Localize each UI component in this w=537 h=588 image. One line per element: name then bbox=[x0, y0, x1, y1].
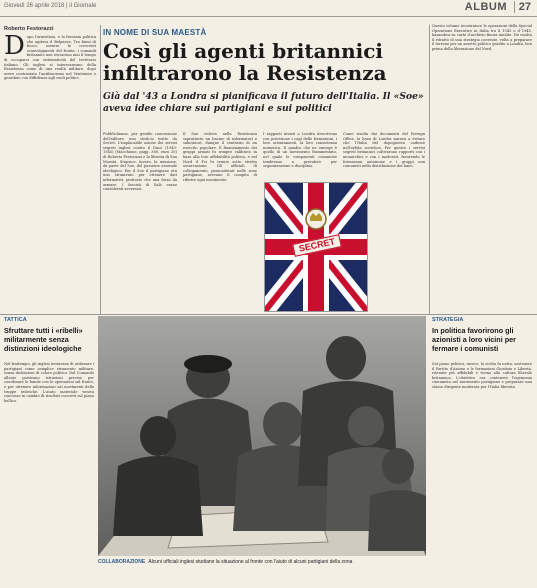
section-label: ALBUM bbox=[464, 1, 507, 13]
article-column bbox=[183, 132, 257, 183]
column-text: Pubblichiamo, per gentile concessione dell'editore, uno stralcio tratto da Secret. L'implacabile azione dei servizi segreti inglesi contro il Duce (1943-1945) (Macchione, pagg. 300, euro 20) di Roberto Festorazzi e la libreria di Sua Maestà. Stupisce, invero, la missione, da parte del Soe, del possente arsenale ideologico. Per il Soe il partigiano era uno strumento per ottenere dati informativi, piuttosto che una forza da armare. I fascisti di Salò erano considerati avversari. bbox=[103, 132, 177, 192]
column-text: I rapporti inviati a Londra descrivono con precisione i capi delle formazioni, i loro orientamenti, la loro consistenza numerica. Il quadro che ne emerge è quello di un movimento frammentato, nel quale le componenti comuniste tendevano a prevalere per organizzazione e disciplina. bbox=[263, 132, 337, 169]
sidebar-title: In politica favorirono gli azionisti a loro vicini per fermare i comunisti bbox=[432, 326, 516, 353]
section-divider bbox=[0, 314, 537, 315]
sidebar-tag: TATTICA bbox=[4, 317, 27, 323]
headline: Così gli agenti britannici infiltrarono la Resistenza bbox=[103, 39, 387, 85]
author-byline: Roberto Festorazzi bbox=[4, 26, 54, 32]
sidebar-text: Nel frattempo, gli inglesi tentavano di utilizzare i partigiani come semplice strumento militare, senza distinzioni di colore politico. Dal Comando alleato partivano istruzioni precise per coordinare le bande con le operazioni sul fronte, e per ottenere informazioni sui movimenti delle truppe tedesche. L'aiuto materiale veniva concesso in cambio di risultati concreti sul piano bellico. bbox=[4, 362, 94, 403]
lead-column bbox=[4, 31, 96, 81]
kicker: IN NOME DI SUA MAESTÀ bbox=[103, 28, 207, 37]
sidebar-title: Sfruttare tutti i «ribelli» militarmente senza distinzioni ideologiche bbox=[4, 326, 83, 353]
drop-cap: D bbox=[4, 31, 25, 61]
sidebar-body bbox=[432, 362, 532, 390]
article-column bbox=[343, 132, 425, 169]
book-title: SECRET bbox=[292, 234, 342, 257]
lead-text: opo l'armistizio, e la frenesia politica che agitava il Belpaese, Tra fiumi di fuoco, mentre le crescenti sconvolgimenti del fronte, i comandi britannici non trovarono mai il tempo di occuparsi con sistematicità del territorio italiano. Gli inglesi si interessavano della Resistenza come di una realtà militare, dopo avere contrastato l'antifascismo nel Ventennio e guardato con diffidenza agli esuli politici. bbox=[4, 35, 96, 81]
page-header bbox=[0, 0, 537, 17]
column-text: Il Soe vedeva nella Resistenza soprattutto un bacino di informatori e sabotatori, dunque il contrario di un esercito popolare. Il finanziamento dei gruppi armati fu sempre calibrato in base alla loro affidabilità politica, e nel Nord il Pci fu tenuto sotto stretta osservazione. Gli ufficiali di collegamento, paracadutati nelle zone partigiane, avevano il compito di riferire ogni movimento. bbox=[183, 132, 257, 182]
column-text: Come risulta dai documenti del Foreign Office, la linea di Londra mirava a evitare che l'Italia del dopoguerra cadesse nell'orbita sovietica. Per questo i servizi segreti britannici coltivarono rapporti con i monarchici e con i moderati, favorendo le formazioni autonome e i gruppi non comunisti nella distribuzione dei lanci. bbox=[343, 132, 425, 169]
sidebar-tag: STRATEGIA bbox=[432, 317, 464, 323]
photo-caption bbox=[98, 559, 426, 565]
sidebar-text: Sul piano politico, invece, la scelta fu netta: sostenere il Partito d'Azione e le formazioni Giustizia e Libertà, ritenute più affidabili e vicine alla cultura liberale britannica. L'obiettivo era contenere l'egemonia comunista nel movimento partigiano e preparare una classe dirigente moderata per l'Italia liberata. bbox=[432, 362, 532, 389]
right-column bbox=[432, 24, 532, 52]
caption-text: Alcuni ufficiali inglesi studiano la situazione al fronte con l'aiuto di alcuni partigiani della zona bbox=[148, 559, 353, 565]
caption-tag: COLLABORAZIONE bbox=[98, 559, 146, 565]
book-cover bbox=[264, 182, 368, 312]
column-divider bbox=[100, 25, 101, 315]
article-column bbox=[103, 132, 177, 192]
subheadline: Già dal '43 a Londra si pianificava il futuro dell'Italia. Il «Soe» aveva idee chiare sui partigiani e sui politici bbox=[103, 91, 424, 114]
column-text: Questo volume ricostruisce le operazioni della Special Operations Executive in Italia tra il 1943 e il 1945, basandosi su carte d'archivio finora inedite. Ne risulta il ritratto di una strategia coerente, volta a preparare il terreno per un assetto politico gradito a Londra, ben prima della liberazione del Nord. bbox=[432, 24, 532, 51]
column-divider bbox=[429, 25, 430, 315]
header-date: Giovedì 26 aprile 2018 | il Giornale bbox=[4, 3, 97, 9]
article-column bbox=[263, 132, 337, 180]
sidebar-body bbox=[4, 362, 94, 403]
photo-officers-with-partisans bbox=[98, 316, 426, 556]
page-number: 27 bbox=[514, 1, 531, 13]
historical-photo bbox=[98, 316, 426, 556]
